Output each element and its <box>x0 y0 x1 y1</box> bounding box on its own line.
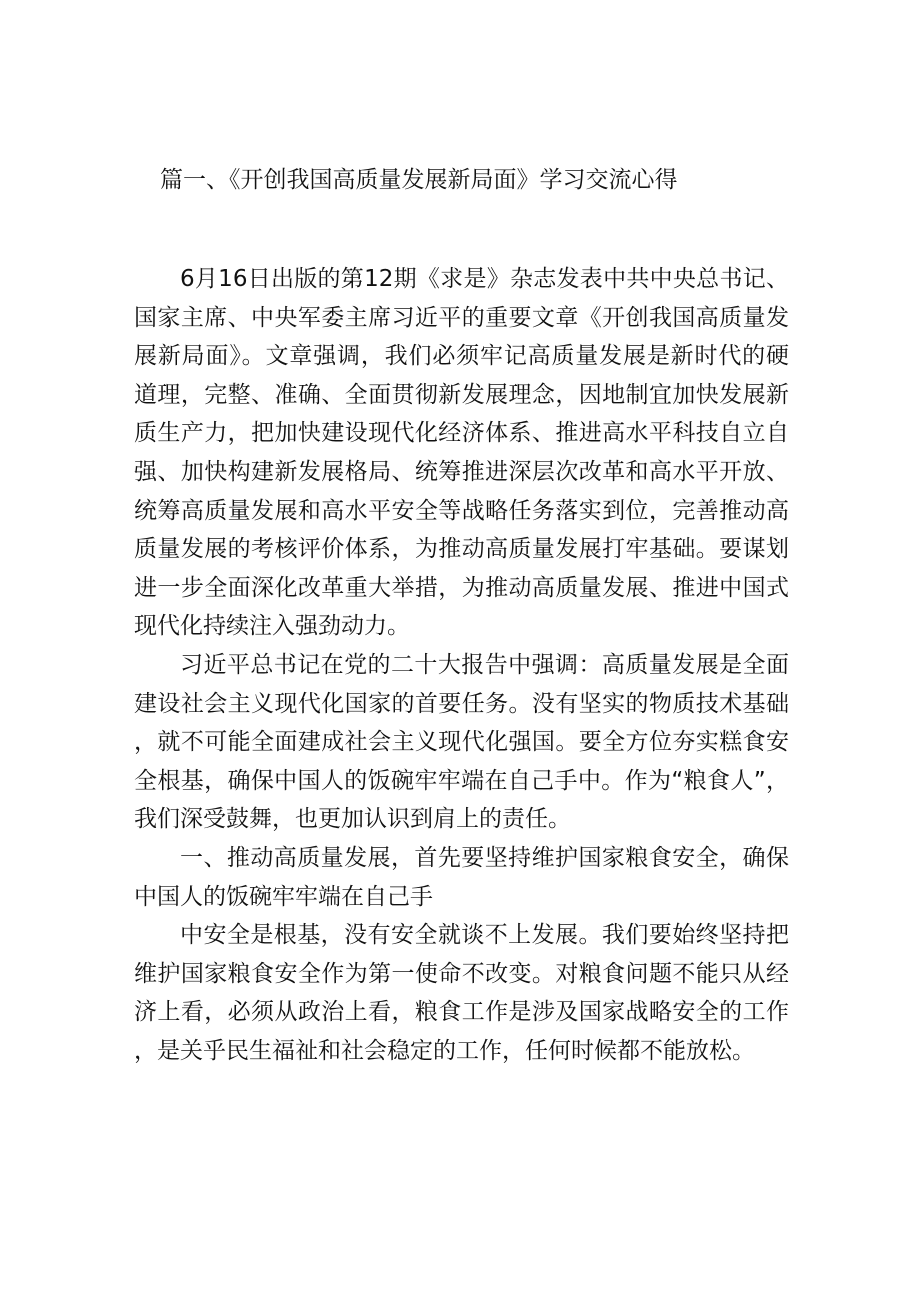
document-body <box>134 260 789 1070</box>
section-heading-1: 一、推动高质量发展，首先要坚持维护国家粮食安全，确保中国人的饭碗牢牢端在自己手 <box>134 844 789 910</box>
paragraph-1: 6月16日出版的第12期《求是》杂志发表中共中央总书记、国家主席、中央军委主席习近平的重要文章《开创我国高质量发展新局面》。文章强调，我们必须牢记高质量发展是新时代的硬道理，完整、准确、全面贯彻新发展理念，因地制宜加快发展新质生产力，把加快建设现代化经济体系、推进高水平科技自立自强、加快构建新发展格局、统筹推进深层次改革和高水平开放、统筹高质量发展和高水平安全等战略任务落实到位，完善推动高质量发展的考核评价体系，为推动高质量发展打牢基础。要谋划进一步全面深化改革重大举措，为推动高质量发展、推进中国式现代化持续注入强劲动力。 <box>134 266 789 640</box>
paragraph-2: 习近平总书记在党的二十大报告中强调：高质量发展是全面建设社会主义现代化国家的首要任务。没有坚实的物质技术基础，就不可能全面建成社会主义现代化强国。要全方位夯实糕食安全根基，确保中国人的饭碗牢牢端在自己手中。作为“粮食人”，我们深受鼓舞，也更加认识到肩上的责任。 <box>134 651 789 833</box>
document-title: 篇一、《开创我国高质量发展新局面》学习交流心得 <box>160 167 678 193</box>
paragraph-3: 中安全是根基，没有安全就谈不上发展。我们要始终坚持把维护国家粮食安全作为第一使命不改变。对粮食问题不能只从经济上看，必须从政治上看，粮食工作是涉及国家战略安全的工作，是关乎民生福祉和社会稳定的工作，任何时候都不能放松。 <box>134 922 789 1064</box>
